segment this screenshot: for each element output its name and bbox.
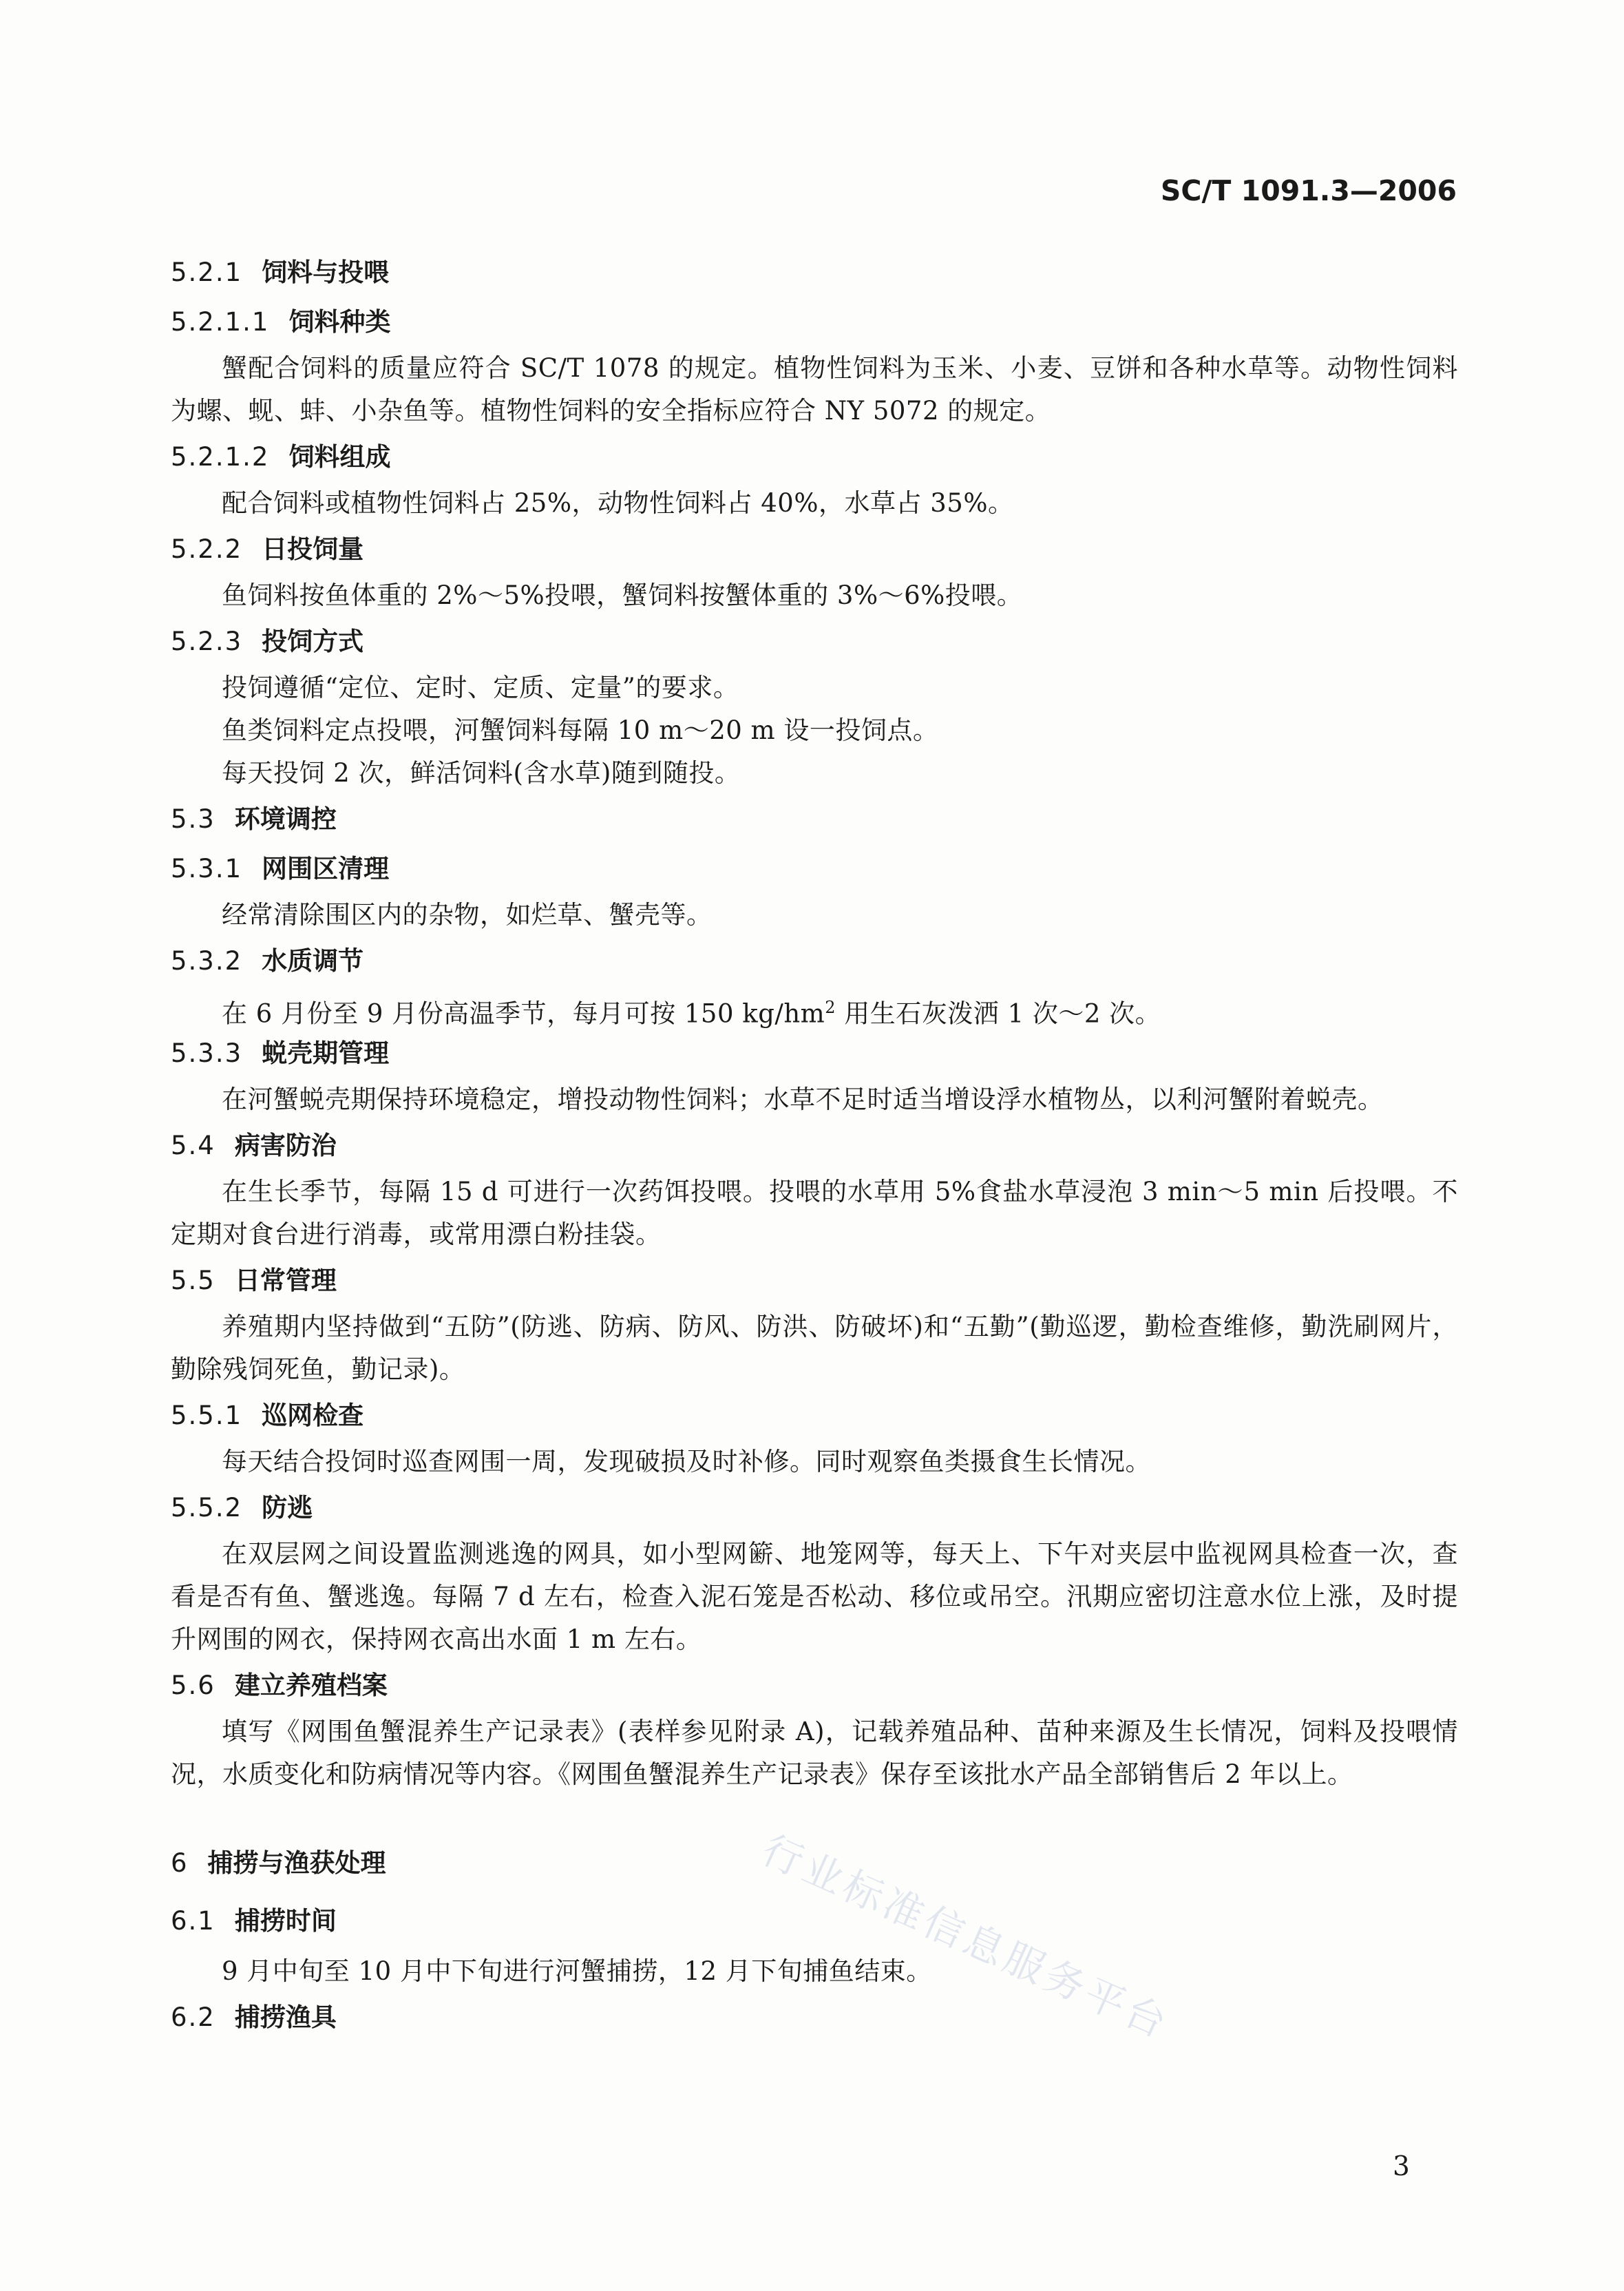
paragraph: 在河蟹蜕壳期保持环境稳定，增投动物性饲料；水草不足时适当增设浮水植物丛，以利河蟹附着蜕壳。 bbox=[222, 1085, 1384, 1114]
section-number: 5.6 bbox=[171, 1671, 215, 1700]
section-number: 6.1 bbox=[171, 1906, 215, 1936]
section-title: 巡网检查 bbox=[262, 1401, 364, 1430]
section-title: 饲料种类 bbox=[288, 307, 391, 337]
paragraph: 在生长季节，每隔 15 d 可进行一次药饵投喂。投喂的水草用 5%食盐水草浸泡 3 min～5 min 后投喂。不定期对食台进行消毒，或常用漂白粉挂袋。 bbox=[171, 1177, 1458, 1249]
section-title: 日常管理 bbox=[234, 1266, 337, 1295]
paragraph: 每天结合投饲时巡查网围一周，发现破损及时补修。同时观察鱼类摄食生长情况。 bbox=[222, 1447, 1151, 1476]
section-heading bbox=[171, 1993, 1458, 2042]
section-title: 捕捞渔具 bbox=[234, 2002, 337, 2032]
section-title: 建立养殖档案 bbox=[234, 1671, 388, 1700]
section-number: 5.2.1.2 bbox=[171, 442, 270, 472]
document-body bbox=[171, 248, 1458, 2042]
section-heading bbox=[171, 1661, 1458, 1711]
section-number: 5.2.2 bbox=[171, 534, 243, 564]
paragraph: 鱼饲料按鱼体重的 2%～5%投喂，蟹饲料按蟹体重的 3%～6%投喂。 bbox=[222, 580, 1023, 610]
section-title: 防逃 bbox=[262, 1493, 313, 1523]
paragraph: 填写《网围鱼蟹混养生产记录表》(表样参见附录 A)，记载养殖品种、苗种来源及生长情况，饲料及投喂情况，水质变化和防病情况等内容。《网围鱼蟹混养生产记录表》保存至该批水产品全部销售后 2 年以上。 bbox=[171, 1717, 1458, 1789]
section-title: 病害防治 bbox=[234, 1131, 337, 1160]
spacer bbox=[171, 1796, 1458, 1834]
paragraph: 9 月中旬至 10 月中下旬进行河蟹捕捞，12 月下旬捕鱼结束。 bbox=[222, 1956, 932, 1986]
paragraph: 配合饲料或植物性饲料占 25%，动物性饲料占 40%，水草占 35%。 bbox=[222, 488, 1014, 518]
section-heading bbox=[171, 525, 1458, 574]
paragraph: 投饲遵循“定位、定时、定质、定量”的要求。 bbox=[222, 673, 739, 702]
section-number: 5.2.1.1 bbox=[171, 307, 270, 337]
section-title: 环境调控 bbox=[234, 804, 337, 834]
page-number: 3 bbox=[1393, 2151, 1410, 2182]
document-code: SC/T 1091.3—2006 bbox=[1160, 174, 1457, 207]
section-number: 5.2.3 bbox=[171, 627, 243, 656]
paragraph: 经常清除围区内的杂物，如烂草、蟹壳等。 bbox=[222, 900, 713, 930]
section-number: 6 bbox=[171, 1848, 189, 1878]
paragraph-text: 在 6 月份至 9 月份高温季节，每月可按 150 kg/hm bbox=[222, 998, 825, 1029]
paragraph: 鱼类饲料定点投喂，河蟹饲料每隔 10 m～20 m 设一投饲点。 bbox=[222, 715, 939, 745]
section-title: 捕捞与渔获处理 bbox=[207, 1848, 386, 1878]
section-title: 水质调节 bbox=[262, 946, 364, 976]
watermark: 行业标准信息服务平台 bbox=[755, 1826, 1177, 2049]
section-title: 捕捞时间 bbox=[234, 1906, 337, 1936]
section-title: 饲料组成 bbox=[288, 442, 391, 472]
section-number: 5.3.1 bbox=[171, 854, 243, 883]
section-number: 5.4 bbox=[171, 1131, 215, 1160]
section-heading bbox=[171, 248, 1458, 297]
section-heading bbox=[171, 617, 1458, 667]
section-number: 5.3.3 bbox=[171, 1038, 243, 1068]
section-title: 投饲方式 bbox=[262, 627, 364, 656]
section-heading bbox=[171, 432, 1458, 482]
section-heading bbox=[171, 297, 1458, 347]
section-heading bbox=[171, 1029, 1458, 1078]
section-number: 5.5.1 bbox=[171, 1401, 243, 1430]
paragraph-text: 用生石灰泼洒 1 次～2 次。 bbox=[836, 998, 1161, 1029]
section-title: 网围区清理 bbox=[262, 854, 390, 883]
paragraph: 养殖期内坚持做到“五防”(防逃、防病、防风、防洪、防破坏)和“五勤”(勤巡逻，勤检查维修，勤洗刷网片，勤除残饲死鱼，勤记录)。 bbox=[171, 1312, 1458, 1384]
section-heading bbox=[171, 795, 1458, 844]
superscript: 2 bbox=[825, 998, 836, 1017]
section-title: 日投饲量 bbox=[262, 534, 364, 564]
section-heading bbox=[171, 844, 1458, 894]
section-number: 5.3 bbox=[171, 804, 215, 834]
section-number: 5.3.2 bbox=[171, 946, 243, 976]
section-number: 5.2.1 bbox=[171, 258, 243, 287]
section-title: 饲料与投喂 bbox=[262, 258, 390, 287]
paragraph: 蟹配合饲料的质量应符合 SC/T 1078 的规定。植物性饲料为玉米、小麦、豆饼和各种水草等。动物性饲料为螺、蚬、蚌、小杂鱼等。植物性饲料的安全指标应符合 NY 5072 的规定。 bbox=[171, 353, 1458, 426]
paragraph: 在双层网之间设置监测逃逸的网具，如小型网簖、地笼网等，每天上、下午对夹层中监视网具检查一次，查看是否有鱼、蟹逃逸。每隔 7 d 左右，检查入泥石笼是否松动、移位或吊空。汛期应密切注意水位上涨，及时提升网围的网衣，保持网衣高出水面 1 m 左右。 bbox=[171, 1539, 1458, 1654]
section-heading bbox=[171, 1391, 1458, 1441]
section-heading bbox=[171, 1892, 1458, 1950]
section-number: 5.5.2 bbox=[171, 1493, 243, 1523]
section-heading bbox=[171, 937, 1458, 986]
section-heading bbox=[171, 1121, 1458, 1171]
section-heading bbox=[171, 1256, 1458, 1306]
section-number: 5.5 bbox=[171, 1266, 215, 1295]
paragraph: 每天投饲 2 次，鲜活饲料(含水草)随到随投。 bbox=[222, 758, 741, 788]
section-title: 蜕壳期管理 bbox=[262, 1038, 390, 1068]
section-heading bbox=[171, 1483, 1458, 1533]
section-number: 6.2 bbox=[171, 2002, 215, 2032]
paragraph bbox=[171, 986, 1458, 1029]
